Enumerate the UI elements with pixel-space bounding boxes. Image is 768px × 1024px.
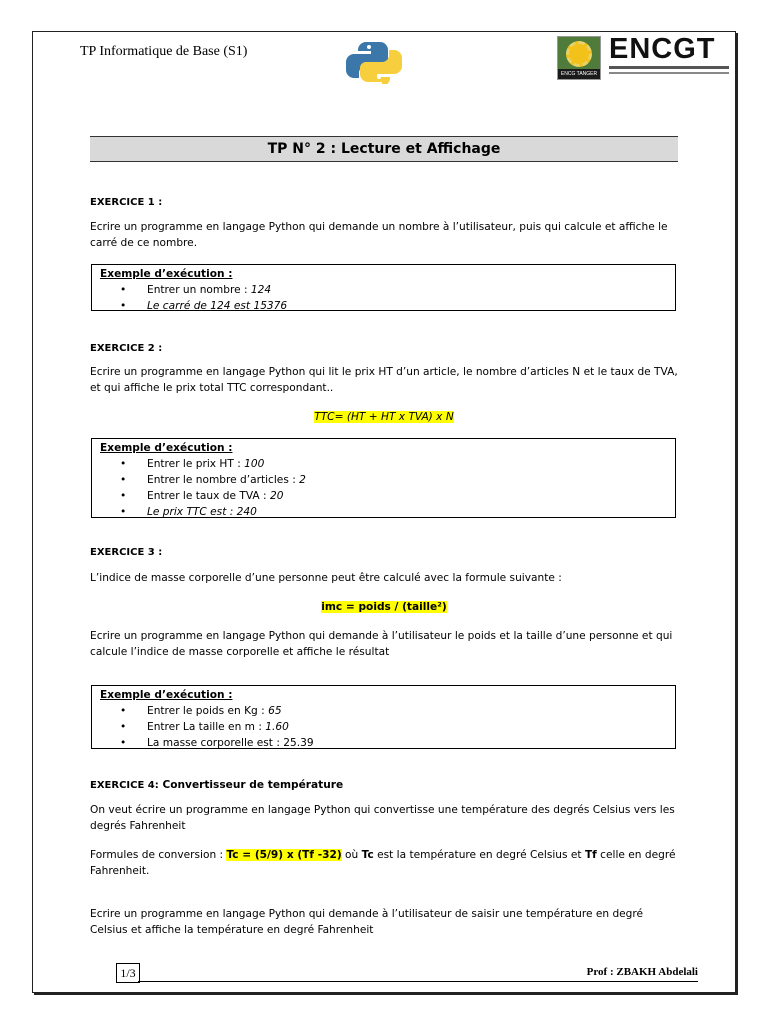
exercise-1-text: Ecrire un programme en langage Python qui demande un nombre à l’utilisateur, puis qui calcule et affiche le carré de ce nombre.: [90, 221, 668, 249]
footer-divider: [138, 981, 698, 982]
encgt-logo: [557, 33, 733, 80]
list-item: • Entrer le taux de TVA : 20: [120, 490, 284, 502]
exercise-3-intro: L’indice de masse corporelle d’une personne peut être calculé avec la formule suivante :: [90, 572, 562, 584]
exercise-2-example-box: [91, 438, 676, 518]
exercise-4-formula-text: Formules de conversion : Tc = (5/9) x (Tf -32) où Tc est la température en degré Celsius et Tf celle en degré Fahrenheit.: [90, 849, 676, 877]
exercise-4-title: EXERCICE 4: Convertisseur de température: [90, 779, 344, 791]
exercise-4-text-2: Ecrire un programme en langage Python qui demande à l’utilisateur de saisir une température en degré Celsius et affiche la température en degré Fahrenheit: [90, 908, 644, 936]
list-item: • Entrer La taille en m : 1.60: [120, 721, 289, 733]
example-heading: Exemple d’exécution :: [100, 442, 233, 454]
list-item: • La masse corporelle est : 25.39: [120, 737, 314, 749]
exercise-3-example-box: [91, 685, 676, 749]
list-item: • Entrer le nombre d’articles : 2: [120, 474, 306, 486]
exercise-3-title: EXERCICE 3 :: [90, 547, 163, 558]
example-heading: Exemple d’exécution :: [100, 268, 233, 280]
exercise-3-text: Ecrire un programme en langage Python qui demande à l’utilisateur le poids et la taille d’une personne et qui calcule l’indice de masse corporelle et affiche le résultat: [90, 630, 673, 658]
exercise-2-text: Ecrire un programme en langage Python qui lit le prix HT d’un article, le nombre d’articles N et le taux de TVA, et qui affiche le prix total TTC correspondant..: [90, 366, 678, 394]
exercise-1-title: EXERCICE 1 :: [90, 197, 163, 208]
python-logo-icon: [344, 40, 404, 84]
example-heading: Exemple d’exécution :: [100, 689, 233, 701]
professor-name: Prof : ZBAKH Abdelali: [586, 966, 698, 978]
list-item: • Entrer le poids en Kg : 65: [120, 705, 282, 717]
list-item: • Entrer un nombre : 124: [120, 284, 272, 296]
imc-formula: imc = poids / (taille²): [321, 601, 447, 613]
encgt-logo-text: ENCGT: [609, 33, 716, 65]
list-item: • Le prix TTC est : 240: [120, 506, 257, 518]
page-number: 1/3: [116, 963, 140, 983]
encgt-emblem-icon: ENCG TANGER: [557, 36, 601, 80]
list-item: • Entrer le prix HT : 100: [120, 458, 265, 470]
course-title: TP Informatique de Base (S1): [80, 44, 248, 59]
exercise-2-title: EXERCICE 2 :: [90, 343, 163, 354]
ttc-formula: TTC= (HT + HT x TVA) x N: [314, 411, 454, 423]
list-item: • Le carré de 124 est 15376: [120, 300, 288, 312]
exercise-4-text-1: On veut écrire un programme en langage Python qui convertisse une température des degrés Celsius vers les degrés Fahrenheit: [90, 804, 675, 832]
exercise-1-example-box: [91, 264, 676, 311]
tp-banner-title: TP N° 2 : Lecture et Affichage: [90, 136, 678, 162]
